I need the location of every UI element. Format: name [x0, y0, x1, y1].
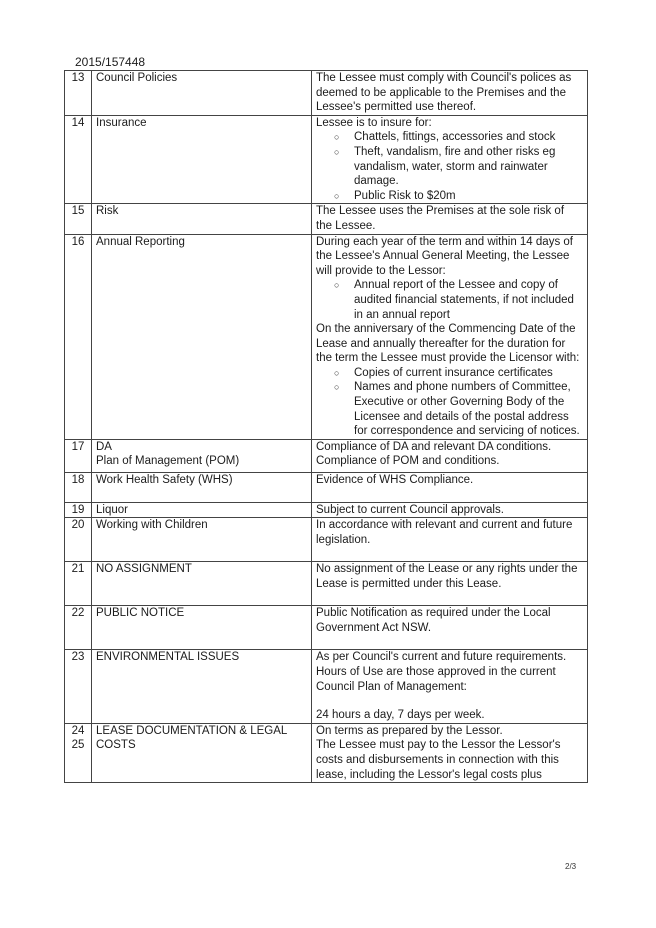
row-topic: Annual Reporting: [92, 234, 312, 439]
row-detail: [312, 650, 588, 723]
list-item: ○ Copies of current insurance certificates: [334, 366, 583, 381]
table-row: [65, 723, 588, 782]
detail-text: Lessee is to insure for:: [316, 116, 432, 129]
row-topic: PUBLIC NOTICE: [92, 606, 312, 650]
list-item: ○ Names and phone numbers of Committee, Executive or other Governing Body of the Licensee and details of the postal address for correspondence and servicing of notices.: [334, 380, 583, 438]
topic-text: DA: [96, 440, 112, 453]
detail-text: During each year of the term and within 14 days of the Lessee's Annual General Meeting, the Lessee will provide to the Lessor:: [316, 235, 573, 277]
row-detail: [312, 502, 588, 518]
row-number: 16: [65, 234, 92, 439]
table-row: [65, 650, 588, 723]
row-topic: ENVIRONMENTAL ISSUES: [92, 650, 312, 723]
table-row: [65, 204, 588, 234]
detail-text: Compliance of POM and conditions.: [316, 455, 500, 468]
bullet-list: [316, 130, 583, 203]
row-number: 17: [65, 439, 92, 472]
table-row: [65, 606, 588, 650]
row-detail: [312, 518, 588, 562]
bullet-list: [316, 366, 583, 439]
page-number: 2/3: [565, 862, 577, 871]
table-row: [65, 439, 588, 472]
detail-text: Compliance of DA and relevant DA conditions.: [316, 440, 552, 453]
table-row: [65, 502, 588, 518]
row-number: 18: [65, 472, 92, 502]
table-row: [65, 562, 588, 606]
list-item: ○ Annual report of the Lessee and copy of audited financial statements, if not included in an annual report: [334, 278, 583, 322]
row-topic: [92, 439, 312, 472]
detail-text: No assignment of the Lease or any rights under the Lease is permitted under this Lease.: [316, 563, 578, 591]
row-detail: [312, 115, 588, 204]
table-row: [65, 71, 588, 116]
row-number: 15: [65, 204, 92, 234]
row-topic: LEASE DOCUMENTATION & LEGAL COSTS: [92, 723, 312, 782]
row-number: [65, 723, 92, 782]
list-item: ○ Chattels, fittings, accessories and stock: [334, 130, 583, 145]
row-detail: [312, 562, 588, 606]
topic-text: Plan of Management (POM): [96, 455, 240, 468]
row-detail: [312, 606, 588, 650]
detail-text: Public Notification as required under the Local Government Act NSW.: [316, 607, 551, 635]
row-topic: Risk: [92, 204, 312, 234]
detail-text: As per Council's current and future requirements. Hours of Use are those approved in the current Council Plan of Management:: [316, 651, 567, 693]
detail-text: The Lessee uses the Premises at the sole risk of the Lessee.: [316, 205, 565, 232]
list-item: ○ Theft, vandalism, fire and other risks eg vandalism, water, storm and rainwater damage.: [334, 145, 583, 189]
document-reference-number: 2015/157448: [75, 55, 146, 69]
row-number: 19: [65, 502, 92, 518]
row-topic: Work Health Safety (WHS): [92, 472, 312, 502]
detail-text: On the anniversary of the Commencing Date of the Lease and annually thereafter for the duration for the term the Lessee must provide the Licensor with:: [316, 323, 580, 365]
list-item: ○ Public Risk to $20m: [334, 189, 583, 204]
row-number: 20: [65, 518, 92, 562]
detail-text: Subject to current Council approvals.: [316, 503, 504, 516]
detail-text: In accordance with relevant and current and future legislation.: [316, 519, 573, 547]
table-row: [65, 115, 588, 204]
table-row: [65, 472, 588, 502]
row-number: 13: [65, 71, 92, 116]
row-number: 23: [65, 650, 92, 723]
row-detail: [312, 234, 588, 439]
row-topic: NO ASSIGNMENT: [92, 562, 312, 606]
row-detail: [312, 439, 588, 472]
row-number: 22: [65, 606, 92, 650]
detail-text: The Lessee must pay to the Lessor the Lessor's costs and disbursements in connection with this lease, including the Lessor's legal costs plus: [316, 739, 561, 781]
detail-text: On terms as prepared by the Lessor.: [316, 724, 503, 737]
row-topic: Council Policies: [92, 71, 312, 116]
row-detail: [312, 204, 588, 234]
row-topic: Working with Children: [92, 518, 312, 562]
row-topic: Liquor: [92, 502, 312, 518]
row-number: 21: [65, 562, 92, 606]
detail-text: The Lessee must comply with Council's polices as deemed to be applicable to the Premises and the Lessee's permitted use thereof.: [316, 72, 572, 114]
bullet-list: [316, 278, 583, 322]
row-detail: [312, 723, 588, 782]
row-number-text: 25: [71, 739, 85, 752]
lease-terms-table: [64, 70, 588, 783]
row-number-text: 24: [71, 724, 85, 737]
row-detail: [312, 71, 588, 116]
row-number: 14: [65, 115, 92, 204]
table-row: [65, 234, 588, 439]
row-topic: Insurance: [92, 115, 312, 204]
row-detail: [312, 472, 588, 502]
table-row: [65, 518, 588, 562]
detail-text: Evidence of WHS Compliance.: [316, 473, 474, 486]
detail-text: 24 hours a day, 7 days per week.: [316, 709, 485, 722]
